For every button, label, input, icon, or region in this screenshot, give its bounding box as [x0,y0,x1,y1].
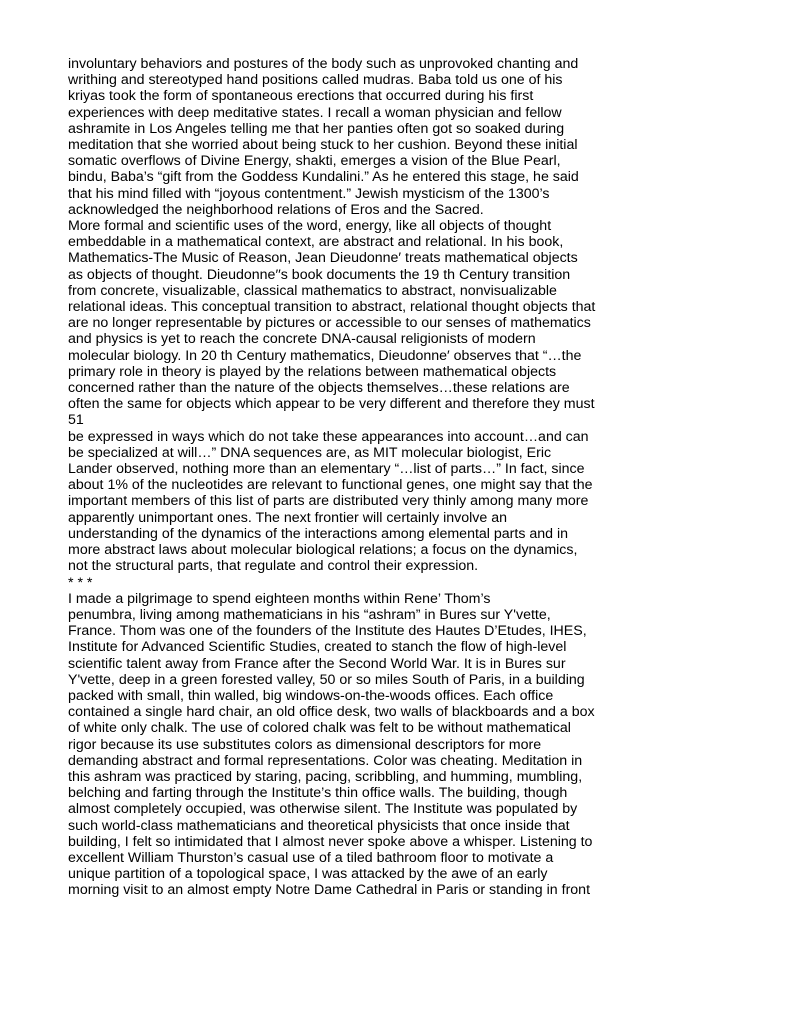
text-line: Lander observed, nothing more than an elementary “…list of parts…” In fact, since [68,461,585,478]
text-line: molecular biology. In 20 th Century mathematics, Dieudonne′ observes that “…the [68,347,582,364]
text-line: penumbra, living among mathematicians in his “ashram” in Bures sur Y'vette, [68,606,551,623]
text-line: packed with small, thin walled, big windows-on-the-woods offices. Each office [68,687,554,704]
text-line: not the structural parts, that regulate and control their expression. [68,558,479,575]
text-line: writhing and stereotyped hand positions called mudras. Baba told us one of his [68,72,563,89]
text-line: this ashram was practiced by staring, pacing, scribbling, and humming, mumbling, [68,768,583,785]
text-line: meditation that she worried about being stuck to her cushion. Beyond these initial [68,137,578,154]
text-line: Mathematics-The Music of Reason, Jean Dieudonne′ treats mathematical objects [68,250,578,267]
text-line: relational ideas. This conceptual transition to abstract, relational thought objects that [68,299,596,316]
text-line: bindu, Baba’s “gift from the Goddess Kundalini.” As he entered this stage, he said [68,169,579,186]
text-line: experiences with deep meditative states. I recall a woman physician and fellow [68,104,562,121]
document-body [68,56,648,899]
text-line: belching and farting through the Institute’s thin office walls. The building, though [68,785,568,802]
text-line: more abstract laws about molecular biological relations; a focus on the dynamics, [68,542,578,559]
text-line: scientific talent away from France after the Second World War. It is in Bures sur [68,655,566,672]
text-line: as objects of thought. Dieudonne′′s book documents the 19 th Century transition [68,266,571,283]
text-line: primary role in theory is played by the relations between mathematical objects [68,363,557,380]
text-line: often the same for objects which appear to be very different and therefore they must [68,396,595,413]
text-line: unique partition of a topological space, I was attacked by the awe of an early [68,866,548,883]
text-line: demanding abstract and formal representations. Color was cheating. Meditation in [68,752,583,769]
text-line: I made a pilgrimage to spend eighteen months within Rene’ Thom’s [68,590,491,607]
text-line: Y'vette, deep in a green forested valley, 50 or so miles South of Paris, in a building [68,671,585,688]
text-line: morning visit to an almost empty Notre Dame Cathedral in Paris or standing in front [68,882,591,899]
text-line: building, I felt so intimidated that I almost never spoke above a whisper. Listening to [68,833,593,850]
text-line: involuntary behaviors and postures of the body such as unprovoked chanting and [68,56,579,72]
text-line: acknowledged the neighborhood relations of Eros and the Sacred. [68,201,484,218]
text-line: important members of this list of parts are distributed very thinly among many more [68,493,589,510]
text-line: from concrete, visualizable, classical mathematics to abstract, nonvisualizable [68,282,557,299]
section-break: * * * [68,574,93,591]
text-line: More formal and scientific uses of the word, energy, like all objects of thought [68,218,552,235]
text-line: that his mind filled with “joyous contentment.” Jewish mysticism of the 1300’s [68,185,550,202]
text-line: embeddable in a mathematical context, are abstract and relational. In his book, [68,234,564,251]
text-line: are no longer representable by pictures or accessible to our senses of mathematics [68,315,591,332]
text-line: ashramite in Los Angeles telling me that her panties often got so soaked during [68,120,565,137]
text-line: almost completely occupied, was otherwise silent. The Institute was populated by [68,801,578,818]
text-line: concerned rather than the nature of the objects themselves…these relations are [68,380,570,397]
text-line: contained a single hard chair, an old office desk, two walls of blackboards and a box [68,704,595,721]
text-line: somatic overflows of Divine Energy, shakti, emerges a vision of the Blue Pearl, [68,153,561,170]
text-line: be expressed in ways which do not take these appearances into account…and can [68,428,589,445]
text-line: about 1% of the nucleotides are relevant to functional genes, one might say that the [68,477,593,494]
text-line: and physics is yet to reach the concrete DNA-causal religionists of modern [68,331,536,348]
page-number: 51 [68,412,84,429]
text-line: Institute for Advanced Scientific Studies, created to stanch the flow of high-level [68,639,567,656]
text-line: kriyas took the form of spontaneous erections that occurred during his first [68,88,534,105]
text-line: such world-class mathematicians and theoretical physicists that once inside that [68,817,570,834]
text-line: rigor because its use substitutes colors as dimensional descriptors for more [68,736,542,753]
text-line: be specialized at will…” DNA sequences are, as MIT molecular biologist, Eric [68,444,552,461]
text-line: France. Thom was one of the founders of the Institute des Hautes D’Etudes, IHES, [68,623,587,640]
text-line: of white only chalk. The use of colored chalk was felt to be without mathematical [68,720,571,737]
text-line: excellent William Thurston’s casual use of a tiled bathroom floor to motivate a [68,849,554,866]
text-line: apparently unimportant ones. The next frontier will certainly involve an [68,509,507,526]
text-line: understanding of the dynamics of the interactions among elemental parts and in [68,525,569,542]
